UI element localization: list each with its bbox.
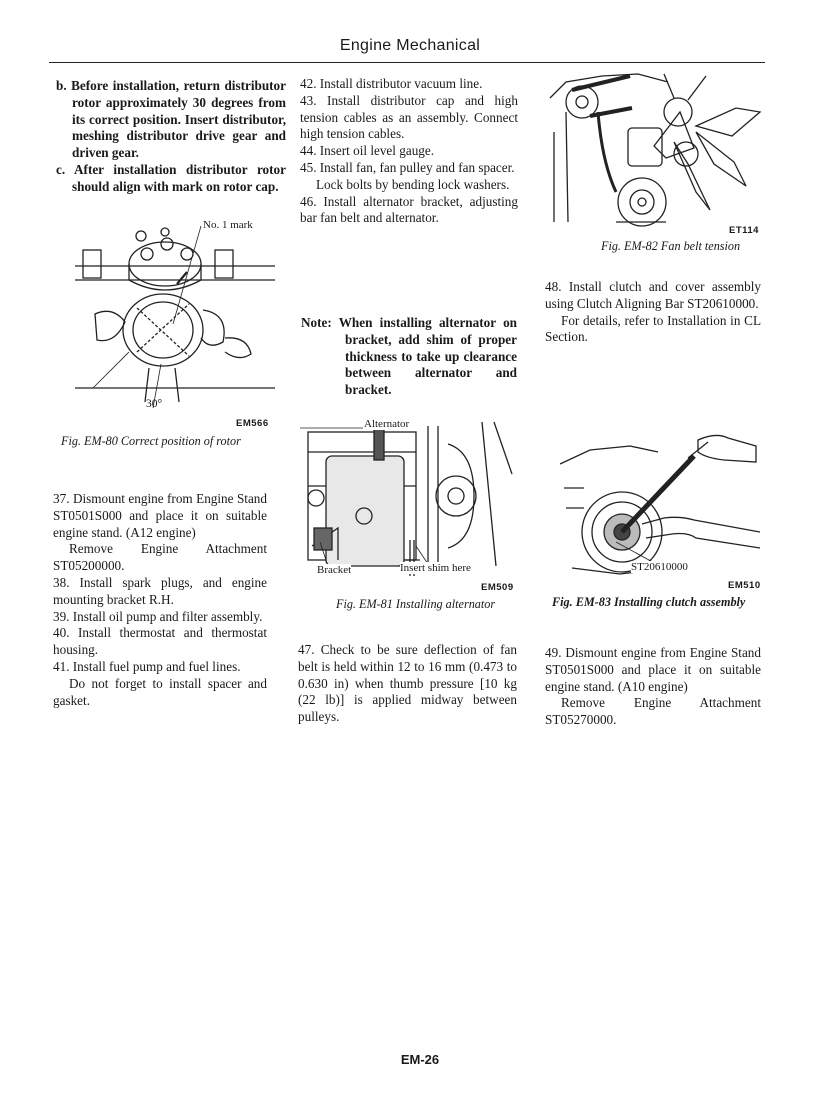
figure-code-em509: EM509 <box>481 582 514 593</box>
step-41: 41. Install fuel pump and fuel lines. <box>53 658 241 674</box>
label-st20610000: ST20610000 <box>631 561 688 573</box>
figure-code-em510: EM510 <box>728 580 761 591</box>
header-rule <box>49 62 765 63</box>
step-37-text <box>53 491 267 709</box>
step-49-remove: Remove Engine Attachment ST05270000. <box>545 695 761 728</box>
step-48-text <box>545 279 761 346</box>
page-number: EM-26 <box>400 1052 440 1067</box>
caption-fig-em80: Fig. EM-80 Correct position of rotor <box>61 434 241 448</box>
label-30-degrees: 30° <box>146 398 163 410</box>
figure-em82-fan-belt <box>546 72 762 232</box>
figure-em81-alternator <box>298 416 514 580</box>
note-alternator-shim: Note: When installing alternator on bracket, add shim of proper thickness to take up clearance between alternator and bracket. <box>301 315 517 398</box>
caption-fig-em83: Fig. EM-83 Installing clutch assembly <box>552 595 746 609</box>
step-45-lock: Lock bolts by bending lock washers. <box>316 176 510 192</box>
step-49-text <box>545 645 761 729</box>
clutch-illustration <box>560 428 760 578</box>
step-37-remove: Remove Engine Attachment ST05200000. <box>53 541 267 574</box>
steps-42-46 <box>300 76 518 227</box>
step-48-details: For details, refer to Installation in CL Section. <box>545 312 761 345</box>
figure-em83-clutch <box>560 428 760 578</box>
step-c: c. After installation distributor rotor should align with mark on rotor cap. <box>56 162 286 194</box>
step-45: 45. Install fan, fan pulley and fan spacer. <box>300 159 515 175</box>
caption-fig-em82: Fig. EM-82 Fan belt tension <box>601 239 741 253</box>
step-39: 39. Install oil pump and filter assembly. <box>53 608 263 624</box>
distributor-illustration <box>75 218 275 414</box>
alternator-illustration <box>298 416 514 580</box>
figure-code-em566: EM566 <box>236 418 269 429</box>
step-40: 40. Install thermostat and thermostat housing. <box>53 625 267 658</box>
caption-fig-em81: Fig. EM-81 Installing alternator <box>336 597 496 611</box>
step-46: 46. Install alternator bracket, adjusting bar fan belt and alternator. <box>300 193 518 226</box>
step-47: 47. Check to be sure deflection of fan belt is held within 12 to 16 mm (0.473 to 0.630 in) when thumb pressure [10 kg (22 lb)] is applied midway between pulleys. <box>298 642 517 725</box>
step-43: 43. Install distributor cap and high tension cables as an assembly. Connect high tension cables. <box>300 92 518 142</box>
step-41-note: Do not forget to install spacer and gasket. <box>53 675 267 708</box>
step-38: 38. Install spark plugs, and engine mounting bracket R.H. <box>53 574 267 607</box>
label-bracket: Bracket <box>317 564 352 576</box>
page-header-title: Engine Mechanical <box>339 37 481 54</box>
figure-em80-distributor <box>75 218 275 414</box>
step-42: 42. Install distributor vacuum line. <box>300 76 483 91</box>
step-b: b. Before installation, return distributor rotor approximately 30 degrees from its correct position. Insert distributor, meshing distributor drive gear and driven gear. <box>56 78 286 161</box>
label-alternator: Alternator <box>364 418 410 430</box>
step-49: 49. Dismount engine from Engine Stand ST0501S000 and place it on suitable engine stand. (A10 engine) <box>545 645 761 694</box>
fan-belt-illustration <box>546 72 762 232</box>
step-37: 37. Dismount engine from Engine Stand ST0501S000 and place it on suitable engine stand. (A12 engine) <box>53 491 267 540</box>
step-48: 48. Install clutch and cover assembly using Clutch Aligning Bar ST20610000. <box>545 279 761 311</box>
step-44: 44. Insert oil level gauge. <box>300 143 435 159</box>
label-no1-mark: No. 1 mark <box>203 219 253 231</box>
figure-code-et114: ET114 <box>729 225 759 236</box>
label-insert-shim: Insert shim here <box>400 562 471 574</box>
